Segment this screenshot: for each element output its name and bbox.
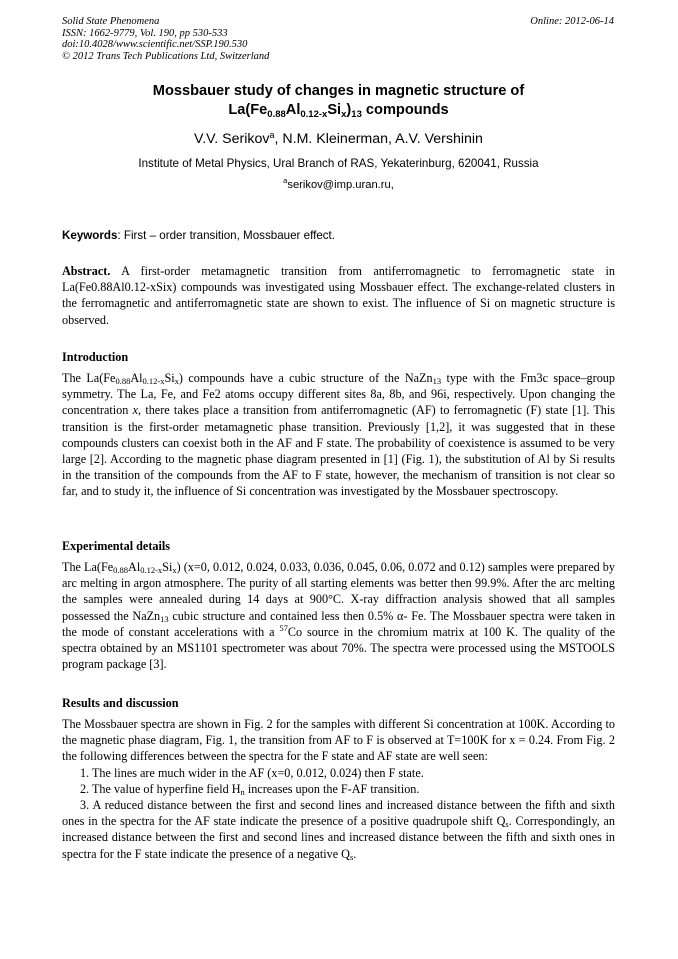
section-heading-introduction: Introduction: [62, 350, 129, 364]
authors: [62, 131, 615, 148]
section-heading-results: Results and discussion: [62, 696, 179, 710]
affiliation: Institute of Metal Physics, Ural Branch of RAS, Yekaterinburg, 620041, Russia: [138, 157, 539, 170]
abstract-text: A first-order metamagnetic transition from antiferromagnetic to ferromagnetic state in La(Fe0.88Al0.12-xSix) compounds was investigated using Mossbauer effect. The exchange-related clusters in the ferromagnetic and antiferromagnetic state are shown to exist. The influence of Si on magnetic structure is observed.: [62, 264, 615, 327]
list-item: 1. The lines are much wider in the AF (x=0, 0.012, 0.024) then F state.: [80, 765, 424, 780]
keywords: [62, 229, 335, 243]
author-names-rest: , N.M. Kleinerman, A.V. Vershinin: [274, 131, 483, 147]
paper-title: [62, 82, 615, 120]
section-heading-experimental: Experimental details: [62, 539, 170, 553]
abstract-label: Abstract.: [62, 264, 111, 278]
introduction-paragraph: The $La(Fe_{0.88}Al_{0.12-x}Si_x)$ compounds have a cubic structure of the NaZn$_{13}$ type with the Fm3c space–group symmetry. The La, Fe, and Fe2 atoms occupy different sites 8a, 8b, and 96i, respectively. Upon changing the concentration x, there takes place a transition from antiferromagnetic (AF) to ferromagnetic (F) state [1]. This transition is the first-order metamagnetic phase transition. Previously [1,2], it was suggested that in these compounds clusters can coexist both in the AF and F state. The probability of coexistence is assumed to be very large [2]. According to the magnetic phase diagram presented in [1] (Fig. 1), the substitution of Al by Si results in the transition of the compounds from the AF to F state, however, the mechanism of transition is not clear so far, and to study it, the influence of Si concentration was investigated by the Mossbauer spectroscopy.: [62, 371, 616, 499]
copyright: © 2012 Trans Tech Publications Ltd, Switzerland: [62, 50, 270, 62]
author-mark: a: [269, 130, 275, 140]
author-name: V.V. Serikov: [194, 131, 270, 147]
title-line-1: Mossbauer study of changes in magnetic structure of: [152, 83, 525, 99]
author-email: $^a$serikov@imp.uran.ru,: [283, 176, 394, 191]
results-paragraph: [62, 716, 615, 862]
online-date: Online: 2012-06-14: [530, 16, 614, 27]
title-line-2: $La(Fe_{0.88}Al_{0.12-x}Si_x)_{13}$ compounds: [228, 102, 449, 120]
issn: ISSN: 1662-9779, Vol. 190, pp 530-533: [62, 27, 228, 39]
email-link[interactable]: serikov@imp.uran.ru,: [287, 179, 394, 191]
keywords-text: : First – order transition, Mossbauer effect.: [117, 229, 336, 242]
abstract: [62, 263, 615, 328]
journal-name: Solid State Phenomena: [62, 16, 160, 27]
results-intro: The Mossbauer spectra are shown in Fig. 2 for the samples with different Si concentration at 100K. According to the magnetic phase diagram, Fig. 1, the transition from AF to F is observed at T=100K for x = 0.24. From Fig. 2 the following differences between the spectra for the F state and AF state are well seen:: [62, 717, 615, 764]
doi: doi:10.4028/www.scientific.net/SSP.190.530: [62, 39, 248, 50]
keywords-label: Keywords: [62, 229, 118, 242]
experimental-paragraph: The $La(Fe_{0.88}Al_{0.12-x}Si_x)$ (x=0, 0.012, 0.024, 0.033, 0.036, 0.045, 0.06, 0.072 and 0.12) samples were prepared by arc melting in argon atmosphere. The purity of all starting elements was better then 99.9%. After the arc melting the samples were annealed during 14 days at 900°C. X-ray diffraction analysis showed that all samples possessed the NaZn$_{13}$ cubic structure and contained less then 0.5% α- Fe. The Mossbauer spectra were taken in the mode of constant accelerations with a $^{57}$Co source in the chromium matrix at 100 K. The quality of the spectra obtained by an MS1101 spectrometer was about 70%. The spectra were processed using the MSTOOLS program package [3].: [62, 560, 615, 672]
list-item: 2. The value of hyperfine field $H_n$ increases upon the F-AF transition.: [80, 781, 420, 797]
list-item: 3. A reduced distance between the first and second lines and increased distance between the fifth and sixth ones in the spectra for the AF state indicate the presence of a positive quadrupole shift $Q_s$. Correspondingly, an increased distance between the first and second lines and increased distance between the fifth and sixth ones in spectra for the F state indicate the presence of a negative $Q_s$.: [62, 798, 615, 862]
journal-info: [62, 16, 269, 62]
